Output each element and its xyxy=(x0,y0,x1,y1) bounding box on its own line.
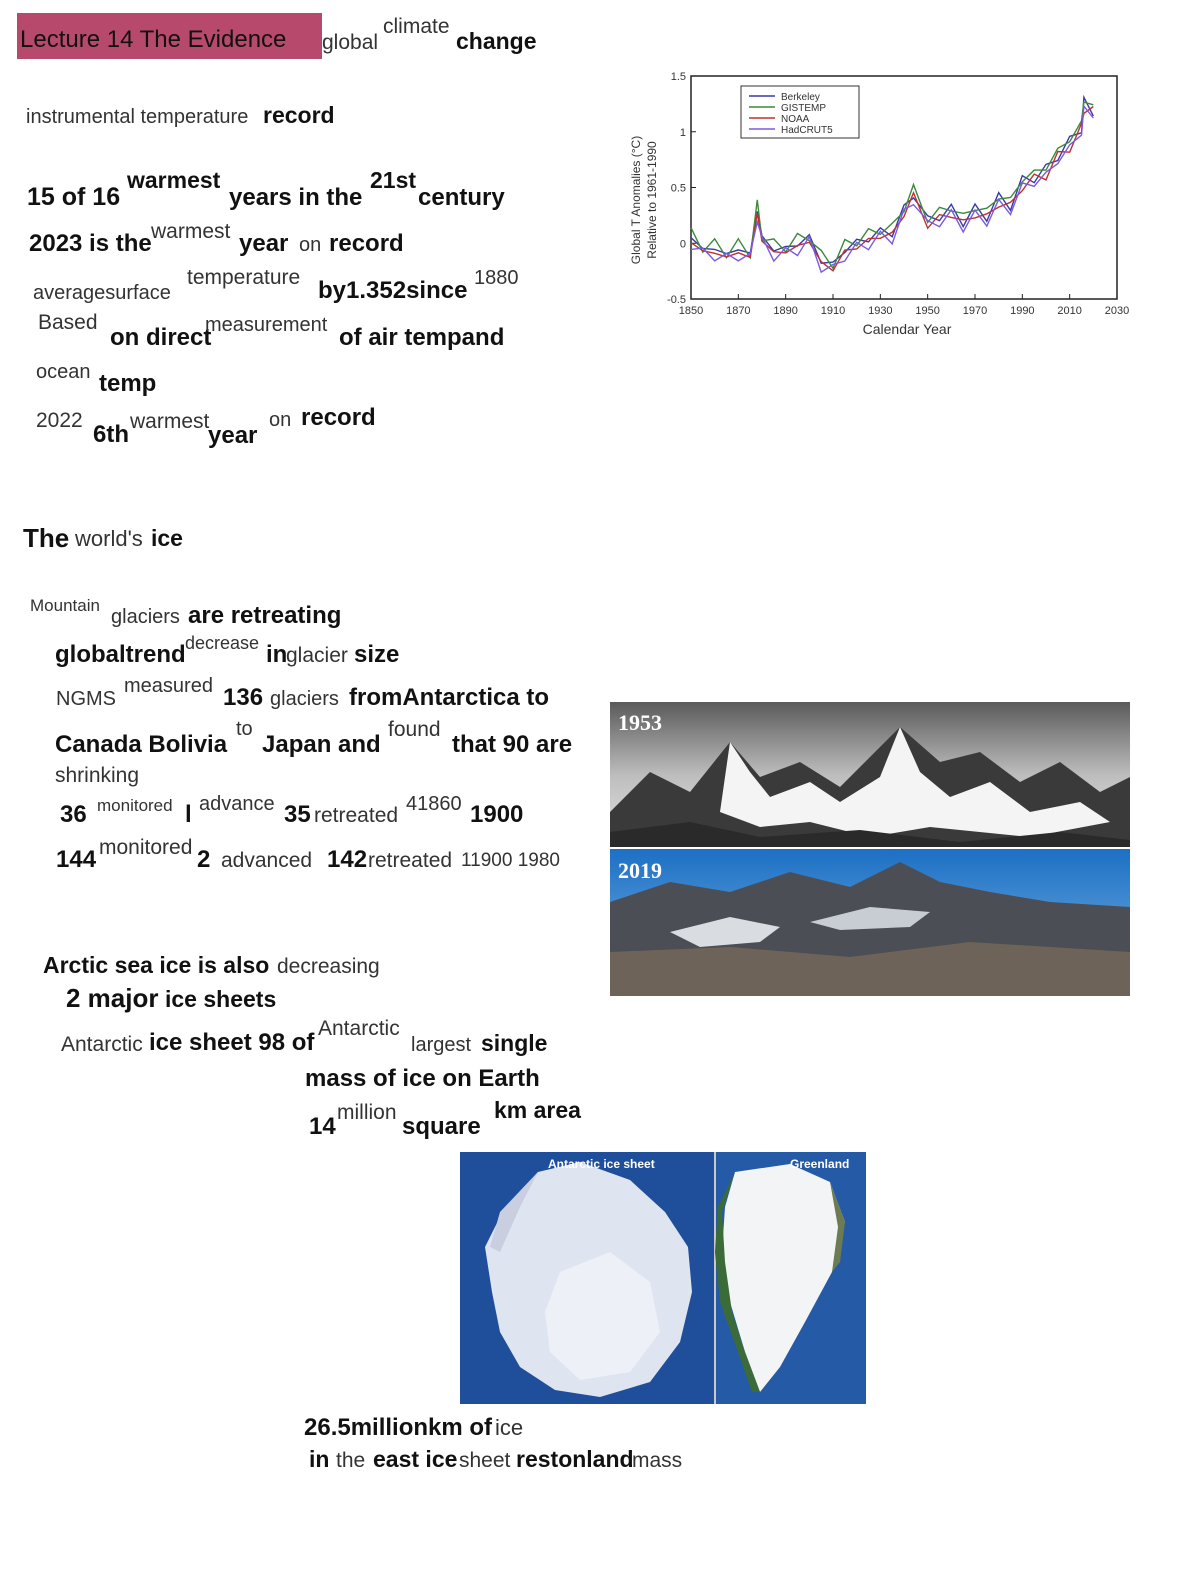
l144-a: 144 xyxy=(56,846,97,873)
word-global: global xyxy=(322,31,379,54)
major-a: 2 major xyxy=(66,983,159,1013)
canada-d: found xyxy=(388,718,441,741)
chart-ytick-label: 0.5 xyxy=(670,182,686,195)
l2023-b: warmest xyxy=(151,220,231,243)
l36-h: 1900 xyxy=(470,801,524,828)
l2022-f: record xyxy=(301,404,376,431)
l36-c: l xyxy=(185,801,192,828)
chart-xtick-label: 2010 xyxy=(1057,305,1082,317)
chart-ylabel2: Relative to 1961-1990 xyxy=(645,141,659,259)
l15-e: century xyxy=(418,184,505,211)
antarctic-c: Antarctic xyxy=(318,1017,400,1040)
million-b: million xyxy=(337,1101,397,1124)
map-label-antarctic: Antarctic ice sheet xyxy=(548,1157,655,1171)
shrinking-text: shrinking xyxy=(55,764,140,787)
l36-a: 36 xyxy=(60,801,87,828)
million-c: square xyxy=(402,1113,481,1140)
chart-legend-label: NOAA xyxy=(781,114,810,125)
avg-d: 1880 xyxy=(474,267,519,289)
chart-xtick-label: 1950 xyxy=(915,305,940,317)
chart-ytick-label: 0 xyxy=(679,238,686,251)
east-b: the xyxy=(336,1449,366,1472)
million-a: 14 xyxy=(309,1113,336,1140)
based-b: on direct xyxy=(110,324,212,351)
globaltrend-b: decrease xyxy=(185,633,260,653)
l2023-d: on xyxy=(299,234,322,256)
l2022-c: warmest xyxy=(130,410,210,433)
chart-xtick-label: 1930 xyxy=(868,305,893,317)
l144-c: 2 xyxy=(197,846,211,873)
mountain-b: glaciers xyxy=(111,606,180,628)
l2022-a: 2022 xyxy=(36,409,83,432)
canada-a: Canada Bolivia xyxy=(55,731,228,758)
instrumental-text: instrumental temperature xyxy=(26,106,249,128)
l144-d: advanced xyxy=(221,849,313,872)
l2022-e: on xyxy=(269,409,292,431)
ocean-b: temp xyxy=(99,370,157,397)
ngms-e: fromAntarctica to xyxy=(349,684,550,711)
chart-legend-label: Berkeley xyxy=(781,92,820,103)
word-change: change xyxy=(456,28,537,54)
based-d: of air tempand xyxy=(339,324,505,351)
l2023-e: record xyxy=(329,230,404,257)
chart-ytick-label: 1 xyxy=(679,126,686,139)
east-a: in xyxy=(309,1446,330,1472)
ngms-c: 136 xyxy=(223,684,264,711)
chart-xtick-label: 1870 xyxy=(726,305,751,317)
chart-xtick-label: 1890 xyxy=(773,305,798,317)
avg-a: averagesurface xyxy=(33,282,171,304)
globaltrend-e: size xyxy=(354,641,400,668)
antarctic-d: largest xyxy=(411,1034,472,1056)
l36-e: 35 xyxy=(284,801,311,828)
l36-f: retreated xyxy=(314,804,399,827)
worlds-ice-c: ice xyxy=(151,525,183,551)
million-d: km area xyxy=(494,1097,581,1123)
globaltrend-a: globaltrend xyxy=(55,641,186,668)
ice-sheets-satellite-image xyxy=(460,1152,866,1404)
east-e: restonland xyxy=(516,1446,634,1472)
l144-g: 11900 1980 xyxy=(461,850,560,871)
l265-b: ice xyxy=(495,1415,524,1440)
mountain-a: Mountain xyxy=(30,596,100,615)
canada-e: that 90 are xyxy=(452,731,573,758)
globaltrend-d: glacier xyxy=(286,644,348,667)
lecture-title: Lecture 14 The Evidence xyxy=(17,13,322,59)
ngms-a: NGMS xyxy=(56,688,116,710)
major-b: ice sheets xyxy=(165,986,277,1012)
l2022-d: year xyxy=(208,422,258,449)
l144-f: retreated xyxy=(368,849,453,872)
chart-xlabel: Calendar Year xyxy=(862,321,952,337)
arctic-b: decreasing xyxy=(277,955,380,978)
l15-a: 15 of 16 xyxy=(27,183,121,211)
ngms-d: glaciers xyxy=(270,688,339,710)
antarctic-a: Antarctic xyxy=(61,1033,143,1056)
l2022-b: 6th xyxy=(93,421,129,448)
antarctic-b: ice sheet 98 of xyxy=(149,1029,315,1056)
l15-c: years in the xyxy=(229,184,363,211)
l144-e: 142 xyxy=(327,846,368,873)
chart-ytick-label: -0.5 xyxy=(667,294,686,306)
photo-year-1953: 1953 xyxy=(618,710,662,735)
mass-text: mass of ice on Earth xyxy=(305,1065,540,1092)
map-label-greenland: Greenland xyxy=(790,1157,850,1171)
avg-b: temperature xyxy=(187,266,301,289)
east-d: sheet xyxy=(459,1449,511,1472)
record-text: record xyxy=(263,102,335,128)
l2023-a: 2023 is the xyxy=(29,230,152,257)
east-c: east ice xyxy=(373,1446,458,1472)
chart-legend-label: GISTEMP xyxy=(781,103,827,114)
arctic-a: Arctic sea ice is also xyxy=(43,952,270,978)
glacier-comparison-photo xyxy=(610,702,1130,996)
temperature-anomaly-chart xyxy=(615,62,1145,347)
chart-xtick-label: 2030 xyxy=(1104,305,1130,317)
based-a: Based xyxy=(38,311,98,334)
l144-b: monitored xyxy=(99,836,193,859)
l36-d: advance xyxy=(199,793,275,815)
chart-legend-label: HadCRUT5 xyxy=(781,125,833,136)
photo-year-2019: 2019 xyxy=(618,858,662,883)
l36-g: 41860 xyxy=(406,793,462,815)
canada-c: Japan and xyxy=(262,731,381,758)
worlds-ice-a: The xyxy=(23,523,70,553)
l15-b: warmest xyxy=(127,167,221,193)
chart-xtick-label: 1970 xyxy=(962,305,988,317)
chart-xtick-label: 1850 xyxy=(678,305,704,317)
globaltrend-c: in xyxy=(266,641,288,668)
based-c: measurement xyxy=(205,314,328,336)
chart-ylabel: Global T Anomalies (°C) xyxy=(629,135,643,265)
canada-b: to xyxy=(236,718,253,740)
worlds-ice-b: world's xyxy=(75,526,143,551)
antarctic-e: single xyxy=(481,1030,548,1056)
l15-d: 21st xyxy=(370,167,417,193)
l2023-c: year xyxy=(239,230,289,257)
l36-b: monitored xyxy=(97,796,173,815)
word-climate: climate xyxy=(383,15,450,38)
chart-xtick-label: 1910 xyxy=(820,305,846,317)
avg-c: by1.352since xyxy=(318,277,468,304)
l265-a: 26.5millionkm of xyxy=(304,1414,493,1441)
ngms-b: measured xyxy=(124,675,213,697)
chart-xtick-label: 1990 xyxy=(1010,305,1035,317)
east-f: mass xyxy=(632,1449,683,1472)
chart-ytick-label: 1.5 xyxy=(670,71,686,83)
mountain-c: are retreating xyxy=(188,602,342,629)
ocean-a: ocean xyxy=(36,361,91,383)
